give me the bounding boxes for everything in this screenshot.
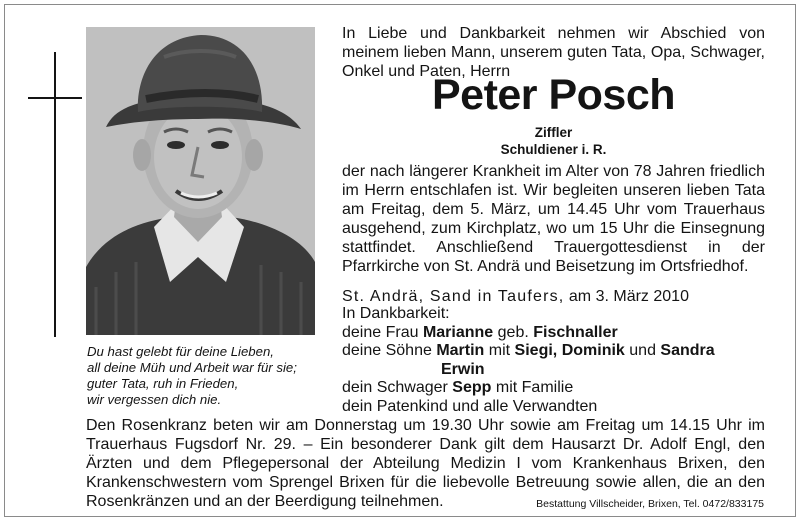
poem-line: guter Tata, ruh in Frieden, bbox=[87, 376, 239, 391]
rosary-and-thanks-note: Den Rosenkranz beten wir am Donnerstag um 19.30 Uhr sowie am Freitag um 14.15 Uhr im Trauerhaus Fugsdorf Nr. 29. – Ein besonderer Dank gilt dem Hausarzt Dr. Adolf Engl, den Ärzten und dem Pflegepersonal der Abteilung Medizin I vom Krankenhaus Brixen, den Krankenschwestern vom Sprengel Brixen für die liebevolle Betreuung sowie allen, die an den Rosenkränzen und an der Beerdigung teilnehmen. bbox=[86, 417, 765, 510]
memorial-poem bbox=[87, 344, 327, 408]
mourners-list bbox=[342, 305, 765, 416]
mourner-wife: deine Frau Marianne geb. Fischnaller bbox=[342, 323, 618, 341]
mourner-sons: deine Söhne Martin mit Siegi, Dominik und Sandra bbox=[342, 342, 715, 359]
dateline-date: am 3. März 2010 bbox=[568, 288, 689, 305]
mourner-brother-in-law: dein Schwager Sepp mit Familie bbox=[342, 379, 574, 396]
mourner-son-erwin: Erwin bbox=[441, 360, 485, 378]
intro-text: In Liebe und Dankbarkeit nehmen wir Abschied von meinem lieben Mann, unserem guten Tata, Opa, Schwager, Onkel und Paten, Herrn bbox=[342, 25, 765, 80]
mourner-relatives: dein Patenkind und alle Verwandten bbox=[342, 397, 598, 415]
nickname: Ziffler bbox=[534, 125, 573, 140]
funeral-home: Bestattung Villscheider, Brixen, Tel. 0472/833175 bbox=[536, 498, 764, 510]
poem-line: Du hast gelebt für deine Lieben, bbox=[87, 344, 274, 359]
portrait-photo bbox=[86, 27, 315, 335]
thanks-heading: In Dankbarkeit: bbox=[342, 305, 450, 322]
poem-line: all deine Müh und Arbeit war für sie; bbox=[87, 360, 297, 375]
dateline-place: St. Andrä, Sand in Taufers, bbox=[342, 288, 565, 305]
occupation: Schuldiener i. R. bbox=[500, 142, 607, 157]
deceased-details bbox=[342, 124, 765, 158]
dateline bbox=[342, 287, 765, 306]
announcement-body: der nach längerer Krankheit im Alter von 78 Jahren friedlich im Herrn entschlafen ist. Wir begleiten unseren lieben Tata am Freitag, dem 5. März, um 14.45 Uhr vom Trauerhaus ausgehend, zum Kirchplatz, wo um 15 Uhr die Einsegnung stattfindet. Anschließend Trauergottesdienst in der Pfarrkirche von St. Andrä und Beisetzung im Ortsfriedhof. bbox=[342, 163, 765, 275]
poem-line: wir vergessen dich nie. bbox=[87, 392, 222, 407]
deceased-name: Peter Posch bbox=[431, 71, 676, 119]
